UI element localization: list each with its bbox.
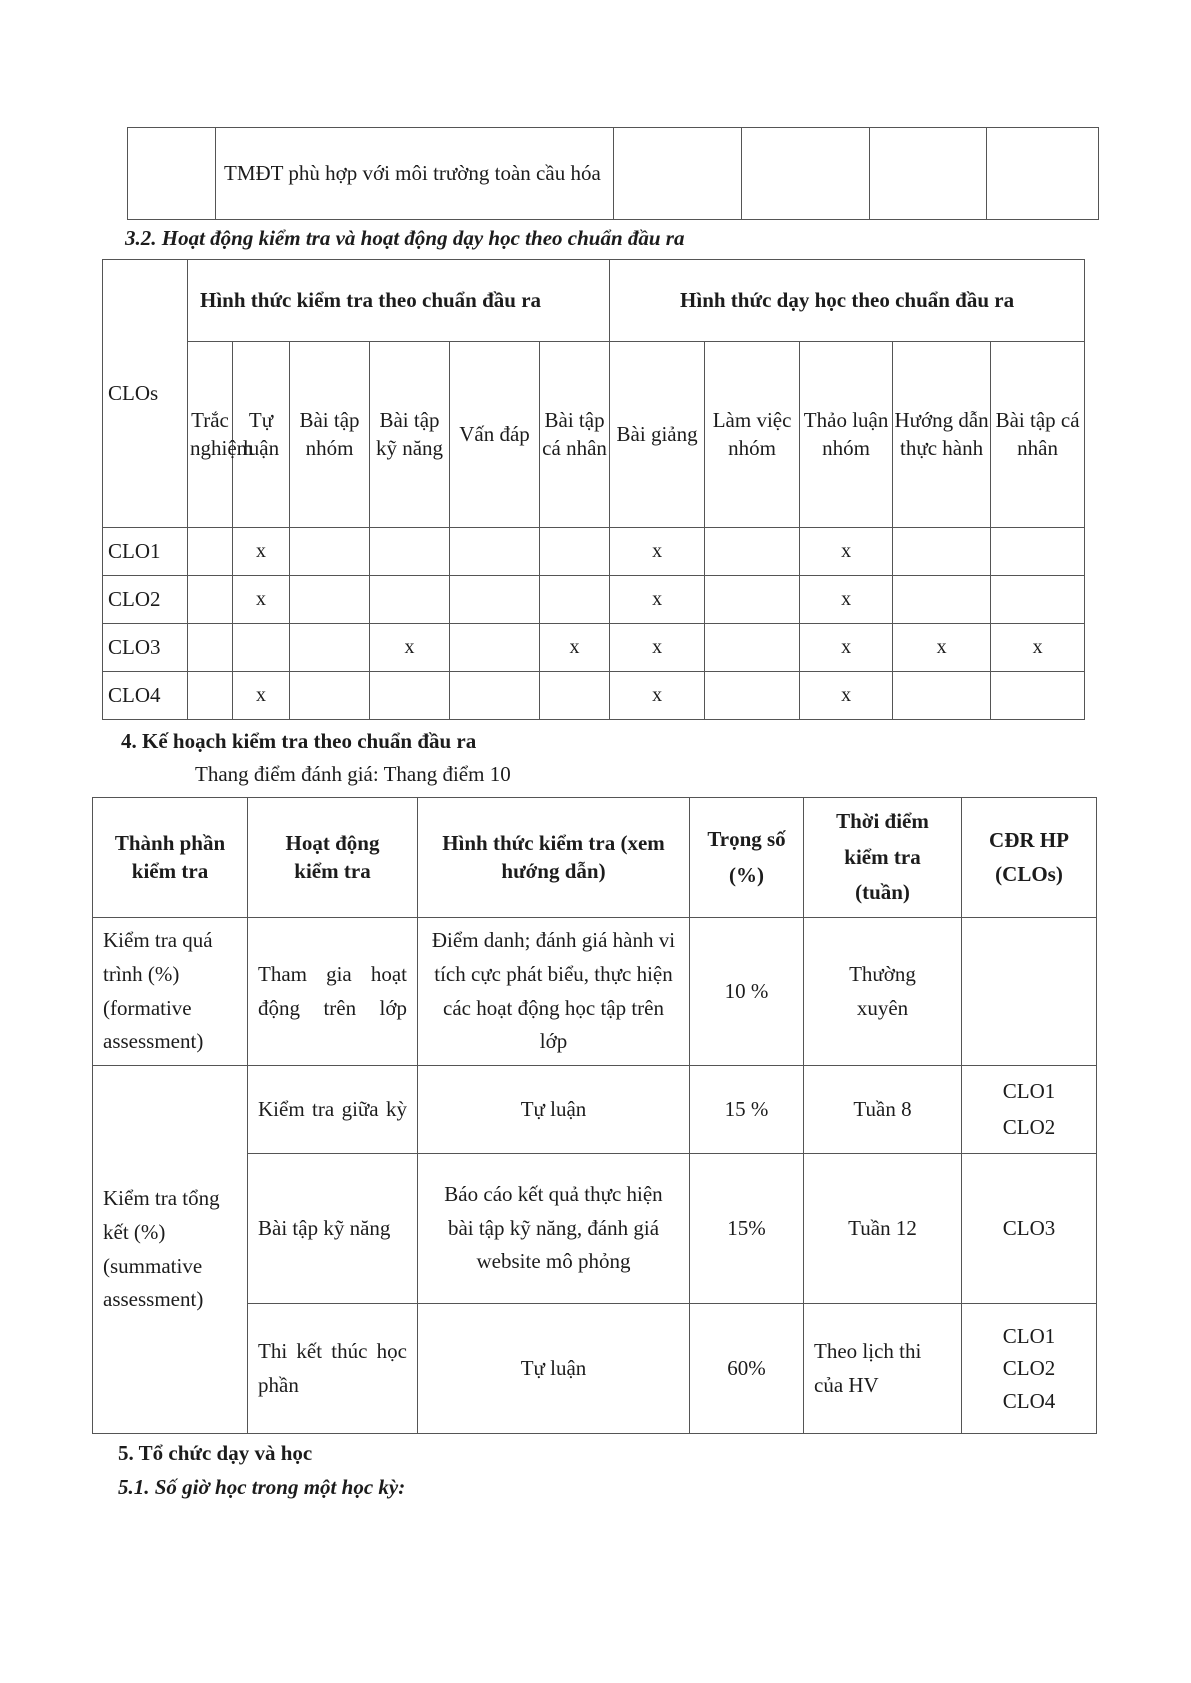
formative-time: Thường xuyên	[804, 918, 962, 1066]
clo-mark-cell: x	[893, 624, 991, 672]
formative-form: Điểm danh; đánh giá hành vi tích cực phát biểu, thực hiện các hoạt động học tập trên lớp	[418, 918, 690, 1066]
formative-clos	[962, 918, 1097, 1066]
summative-clos-3	[962, 1304, 1097, 1434]
assessment-plan-table	[92, 797, 1097, 1434]
clo-mark-cell: x	[370, 624, 450, 672]
clo-mark-cell: x	[233, 576, 290, 624]
clo-mark-cell	[370, 528, 450, 576]
grading-scale: Thang điểm đánh giá: Thang điểm 10	[195, 762, 511, 786]
col-header-van-dap: Vấn đáp	[450, 342, 540, 528]
clo-mark-cell	[893, 672, 991, 720]
clo-label: CLO1	[103, 528, 188, 576]
clos-header: CLOs	[103, 260, 188, 528]
clo-mark-cell	[991, 672, 1085, 720]
clo-mark-cell	[991, 576, 1085, 624]
clo-item: CLO3	[1002, 1215, 1056, 1240]
clo-mark-cell	[540, 528, 610, 576]
clo-item: CLO1	[1002, 1078, 1056, 1103]
clo-item: CLO2	[1002, 1114, 1056, 1139]
clo-mark-cell	[290, 576, 370, 624]
clo-mark-cell	[290, 672, 370, 720]
clo-mark-cell	[991, 528, 1085, 576]
clo-mark-cell	[705, 528, 800, 576]
summative-activity-1: Kiểm tra giữa kỳ	[248, 1066, 418, 1154]
top-row-text: TMĐT phù hợp với môi trường toàn cầu hóa	[216, 128, 614, 220]
clo-mark-cell: x	[610, 576, 705, 624]
clo-label: CLO3	[103, 624, 188, 672]
hdr-activity: Hoạt động kiểm tra	[248, 798, 418, 918]
clo-mark-cell	[233, 624, 290, 672]
section-5-1-heading: 5.1. Số giờ học trong một học kỳ:	[118, 1475, 406, 1499]
clo-item: CLO2	[1002, 1356, 1056, 1381]
summative-form-3: Tự luận	[418, 1304, 690, 1434]
formative-weight: 10 %	[690, 918, 804, 1066]
col-header-trac-nghiem: Trắc nghiệm	[188, 342, 233, 528]
clo-mark-cell	[188, 672, 233, 720]
clo-mark-cell	[705, 672, 800, 720]
clo-row	[103, 576, 1085, 624]
summative-time-2: Tuần 12	[804, 1154, 962, 1304]
summative-clos-2	[962, 1154, 1097, 1304]
summative-component: Kiểm tra tổng kết (%) (summative assessment)	[93, 1066, 248, 1434]
clo-mark-cell	[450, 672, 540, 720]
summative-weight-2: 15%	[690, 1154, 804, 1304]
clo-mark-cell: x	[610, 624, 705, 672]
col-header-tu-luan: Tự luận	[233, 342, 290, 528]
col-header-bai-giang: Bài giảng	[610, 342, 705, 528]
col-header-lam-viec-nhom: Làm việc nhóm	[705, 342, 800, 528]
clo-mark-cell: x	[800, 672, 893, 720]
clo-mark-cell: x	[800, 528, 893, 576]
col-header-bai-tap-ky-nang: Bài tập kỹ năng	[370, 342, 450, 528]
assessment-group-header: Hình thức kiểm tra theo chuẩn đầu ra	[188, 260, 610, 342]
col-header-bai-tap-nhom: Bài tập nhóm	[290, 342, 370, 528]
top-empty-cell	[742, 128, 870, 220]
col-header-thao-luan-nhom: Thảo luận nhóm	[800, 342, 893, 528]
clo-label: CLO2	[103, 576, 188, 624]
summative-weight-1: 15 %	[690, 1066, 804, 1154]
summative-activity-2: Bài tập kỹ năng	[248, 1154, 418, 1304]
clo-mark-cell	[370, 576, 450, 624]
clo-mark-cell: x	[610, 528, 705, 576]
clo-mark-cell: x	[233, 528, 290, 576]
clo-mark-cell	[290, 528, 370, 576]
section-5-heading: 5. Tổ chức dạy và học	[118, 1441, 313, 1465]
summative-clos-1	[962, 1066, 1097, 1154]
clo-mark-cell	[893, 528, 991, 576]
section-3-2-heading: 3.2. Hoạt động kiểm tra và hoạt động dạy học theo chuẩn đầu ra	[125, 226, 685, 250]
top-empty-cell	[128, 128, 216, 220]
clo-mark-cell	[450, 528, 540, 576]
clo-mark-cell: x	[540, 624, 610, 672]
clo-mark-cell	[188, 624, 233, 672]
clo-row	[103, 528, 1085, 576]
top-empty-cell	[870, 128, 987, 220]
clo-mark-cell	[188, 576, 233, 624]
formative-component: Kiểm tra quá trình (%) (formative assessment)	[93, 918, 248, 1066]
teaching-group-header: Hình thức dạy học theo chuẩn đầu ra	[610, 260, 1085, 342]
col-header-huong-dan-thuc-hanh: Hướng dẫn thực hành	[893, 342, 991, 528]
clo-mark-cell: x	[610, 672, 705, 720]
top-empty-cell	[614, 128, 742, 220]
top-empty-cell	[987, 128, 1099, 220]
clo-item: CLO1	[1002, 1323, 1056, 1348]
clo-label: CLO4	[103, 672, 188, 720]
clo-mark-cell	[540, 672, 610, 720]
clo-mark-cell	[705, 624, 800, 672]
clo-mark-cell	[450, 576, 540, 624]
clo-mark-cell: x	[233, 672, 290, 720]
summative-form-1: Tự luận	[418, 1066, 690, 1154]
clo-mark-cell	[540, 576, 610, 624]
clo-row	[103, 672, 1085, 720]
hdr-weight: Trọng số (%)	[690, 798, 804, 918]
hdr-component: Thành phần kiểm tra	[93, 798, 248, 918]
formative-activity: Tham gia hoạt động trên lớp	[248, 918, 418, 1066]
clo-mark-cell	[188, 528, 233, 576]
clo-mark-cell	[893, 576, 991, 624]
hdr-clos: CĐR HP (CLOs)	[962, 798, 1097, 918]
summative-time-3: Theo lịch thi của HV	[804, 1304, 962, 1434]
clo-item: CLO4	[1002, 1388, 1056, 1413]
clo-mark-cell: x	[991, 624, 1085, 672]
clo-mark-cell	[450, 624, 540, 672]
clo-mark-cell: x	[800, 576, 893, 624]
summative-activity-3: Thi kết thúc học phần	[248, 1304, 418, 1434]
summative-form-2: Báo cáo kết quả thực hiện bài tập kỹ năng, đánh giá website mô phỏng	[418, 1154, 690, 1304]
clo-mark-cell	[290, 624, 370, 672]
col-header-bai-tap-ca-nhan-2: Bài tập cá nhân	[991, 342, 1085, 528]
clo-mark-cell	[370, 672, 450, 720]
clo-mark-cell	[705, 576, 800, 624]
top-table	[127, 127, 1099, 220]
section-4-heading: 4. Kế hoạch kiểm tra theo chuẩn đầu ra	[121, 729, 477, 753]
hdr-time: Thời điểm kiểm tra (tuần)	[804, 798, 962, 918]
clo-row	[103, 624, 1085, 672]
summative-time-1: Tuần 8	[804, 1066, 962, 1154]
col-header-bai-tap-ca-nhan: Bài tập cá nhân	[540, 342, 610, 528]
summative-weight-3: 60%	[690, 1304, 804, 1434]
hdr-form: Hình thức kiểm tra (xem hướng dẫn)	[418, 798, 690, 918]
clo-mark-cell: x	[800, 624, 893, 672]
clo-matrix-table	[102, 259, 1085, 720]
